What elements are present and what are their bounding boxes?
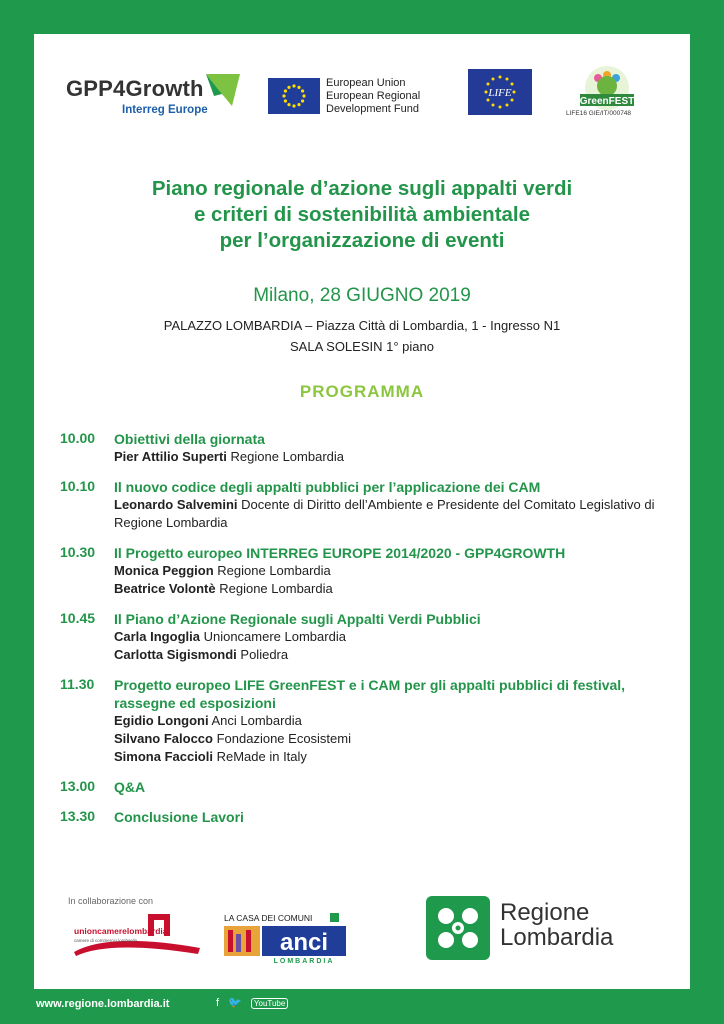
svg-text:LIFE: LIFE (488, 87, 512, 99)
programme-list (60, 430, 680, 838)
speaker: Leonardo Salvemini Docente di Diritto dell’Ambiente e Presidente del Comitato Legislativo di Regione Lombardia (114, 497, 655, 530)
svg-text:LOMBARDIA: LOMBARDIA (273, 958, 335, 964)
gpp4growth-logo (66, 72, 256, 132)
item-title: Progetto europeo LIFE GreenFEST e i CAM per gli appalti pubblici di festival, rassegne ed esposizioni (114, 677, 626, 711)
item-title: Conclusione Lavori (114, 809, 244, 825)
eu-fund-label: European Union European Regional Development Fund (326, 77, 421, 115)
gpp-arrow-icon (202, 72, 242, 112)
speaker: Monica Peggion Regione Lombardia (114, 563, 331, 578)
svg-text:camere di commercio lombarde: camere di commercio lombarde (74, 938, 138, 943)
anci-lombardia-logo-icon (222, 912, 348, 964)
item-title: Q&A (114, 779, 146, 795)
event-date: Milano, 28 GIUGNO 2019 (253, 285, 471, 306)
regione-lombardia-mark (426, 896, 490, 960)
youtube-icon[interactable]: YouTube (251, 998, 288, 1009)
interreg-europe-label: Interreg Europe (122, 104, 208, 116)
item-title: Obiettivi della giornata (114, 431, 265, 447)
programme-item (60, 430, 680, 466)
life-logo-icon (468, 69, 532, 115)
item-time: 10.10 (60, 478, 96, 494)
gpp4growth-name: GPP4Growth (66, 76, 204, 101)
speaker: Egidio Longoni Anci Lombardia (114, 713, 302, 728)
event-title: Piano regionale d’azione sugli appalti verdi e criteri di sostenibilità ambientale per l’organizzazione di eventi (151, 177, 573, 252)
speaker: Pier Attilio Superti Regione Lombardia (114, 449, 344, 464)
collaboration-label: In collaborazione con (68, 896, 154, 906)
website-link[interactable]: www.regione.lombardia.it (36, 998, 170, 1010)
programme-item (60, 478, 680, 532)
twitter-icon[interactable]: 🐦 (228, 997, 242, 1009)
facebook-icon[interactable]: f (216, 997, 220, 1009)
programme-item (60, 676, 680, 766)
item-time: 13.00 (60, 778, 96, 794)
programme-item (60, 610, 680, 664)
poster-sheet (34, 34, 690, 989)
speaker: Carlotta Sigismondi Poliedra (114, 647, 289, 662)
unioncamere-logo-icon (70, 912, 204, 960)
item-title: Il Progetto europeo INTERREG EUROPE 2014/2020 - GPP4GROWTH (114, 545, 566, 561)
svg-text:LA CASA DEI COMUNI: LA CASA DEI COMUNI (224, 913, 313, 923)
programme-item (60, 808, 680, 826)
social-links (216, 996, 294, 1009)
svg-text:unioncamerelombardia: unioncamerelombardia (74, 926, 168, 936)
item-time: 10.00 (60, 430, 96, 446)
speaker: Silvano Falocco Fondazione Ecosistemi (114, 731, 351, 746)
event-venue: PALAZZO LOMBARDIA – Piazza Città di Lombardia, 1 - Ingresso N1 SALA SOLESIN 1° piano (163, 318, 561, 354)
programme-item (60, 544, 680, 598)
svg-text:anci: anci (279, 929, 329, 956)
regione-lombardia-wordmark: Regione Lombardia (500, 899, 614, 951)
greenfest-code: LIFE16 GIE/IT/000748 (566, 110, 632, 117)
item-title: Il nuovo codice degli appalti pubblici per l’applicazione dei CAM (114, 479, 541, 495)
programme-heading: PROGRAMMA (299, 382, 425, 401)
programme-item (60, 778, 680, 796)
item-time: 10.30 (60, 544, 96, 560)
regione-lombardia-rose-icon (426, 896, 490, 960)
item-time: 13.30 (60, 808, 96, 824)
svg-text:GreenFEST: GreenFEST (579, 96, 635, 107)
item-title: Il Piano d’Azione Regionale sugli Appalti Verdi Pubblici (114, 611, 481, 627)
speaker: Beatrice Volontè Regione Lombardia (114, 581, 333, 596)
item-time: 11.30 (60, 676, 95, 692)
item-time: 10.45 (60, 610, 96, 626)
eu-flag-icon (268, 78, 320, 114)
speaker: Simona Faccioli ReMade in Italy (114, 749, 307, 764)
speaker: Carla Ingoglia Unioncamere Lombardia (114, 629, 346, 644)
